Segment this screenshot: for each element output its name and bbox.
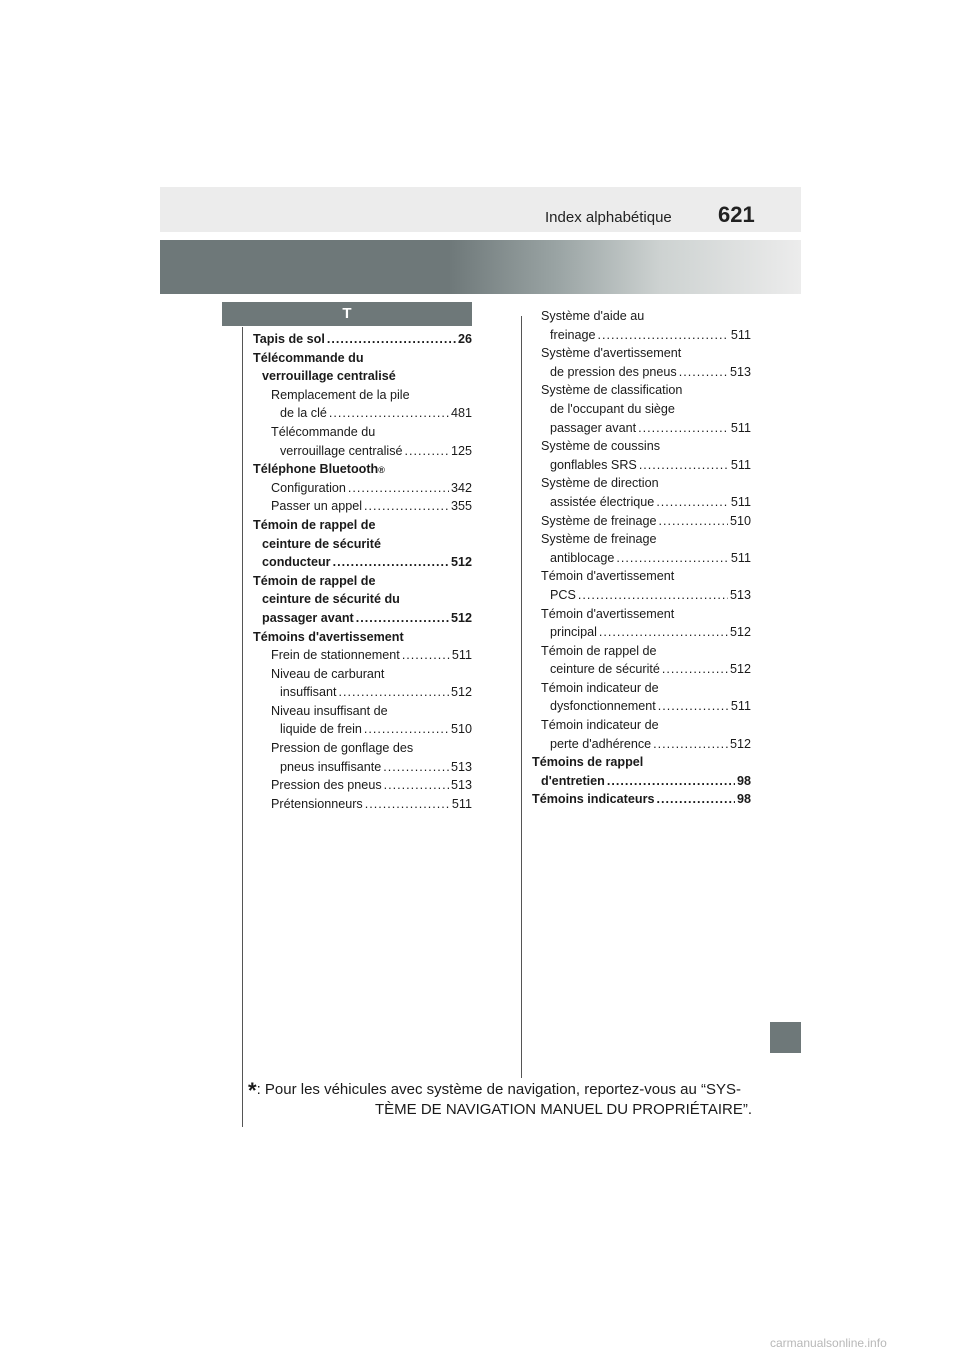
index-entry [532, 735, 751, 754]
index-entry [532, 790, 751, 809]
index-entry-page: 512 [729, 662, 751, 677]
index-entry-text: Frein de stationnement [271, 648, 400, 663]
index-entry-text: Niveau insuffisant de [271, 703, 388, 718]
index-entry-text: de l'occupant du siège [550, 401, 675, 416]
dot-leader [662, 660, 728, 679]
dot-leader [329, 404, 449, 423]
dot-leader [365, 795, 450, 814]
index-entry-text: perte d'adhérence [550, 736, 652, 751]
dot-leader [402, 646, 450, 665]
index-entry-page: 98 [736, 792, 751, 807]
index-entry-page: 511 [730, 699, 751, 714]
index-entry [532, 307, 751, 326]
index-entry [532, 326, 751, 345]
index-entry-page: 511 [730, 494, 751, 509]
index-entry-text: passager avant [550, 420, 637, 435]
index-entry [532, 623, 751, 642]
index-entry [253, 739, 472, 758]
index-entry [532, 549, 751, 568]
column-divider [521, 316, 522, 1078]
index-entry-text: dysfonctionnement [550, 699, 656, 714]
index-entry [532, 400, 751, 419]
index-entry [253, 404, 472, 423]
index-entry-page: 512 [450, 555, 472, 570]
index-entry-text: Système de direction [541, 476, 659, 491]
dot-leader [616, 549, 729, 568]
index-entry [253, 349, 472, 368]
index-entry [253, 720, 472, 739]
index-entry [253, 442, 472, 461]
dot-leader [327, 330, 456, 349]
index-entry-text: conducteur [262, 555, 331, 570]
index-entry-page: 513 [729, 364, 751, 379]
dot-leader [383, 758, 449, 777]
index-entry-text: de pression des pneus [550, 364, 677, 379]
index-entry-page: 512 [729, 625, 751, 640]
dot-leader [333, 553, 449, 572]
index-entry-text: Système de classification [541, 383, 683, 398]
dot-leader [348, 479, 449, 498]
index-entry-page: 481 [450, 406, 472, 421]
dot-leader [679, 363, 728, 382]
index-entry-text: Témoin d'avertissement [541, 569, 675, 584]
index-entry-page: 98 [736, 773, 751, 788]
index-entry-text: ceinture de sécurité [550, 662, 660, 677]
index-entry [253, 590, 472, 609]
index-entry [253, 665, 472, 684]
index-entry-page: 512 [450, 685, 472, 700]
index-entry [532, 419, 751, 438]
index-entry-page: 511 [730, 457, 751, 472]
index-entry [532, 437, 751, 456]
thumb-tab [770, 1022, 801, 1053]
index-entry-page: 513 [450, 759, 472, 774]
index-entry-text: Témoin de rappel de [253, 573, 376, 588]
footnote-line-2: TÈME DE NAVIGATION MANUEL DU PROPRIÉTAIRE”. [375, 1101, 752, 1118]
index-entry-text: de la clé [280, 406, 327, 421]
index-entry-text: insuffisant [280, 685, 337, 700]
index-entry [253, 628, 472, 647]
index-entry [253, 572, 472, 591]
index-entry [532, 753, 751, 772]
index-column-left [253, 330, 472, 813]
dot-leader [653, 735, 728, 754]
index-entry-text: Témoin de rappel de [253, 517, 376, 532]
index-entry [532, 456, 751, 475]
index-entry [532, 567, 751, 586]
index-entry [532, 660, 751, 679]
dot-leader [639, 456, 729, 475]
dot-leader [356, 609, 449, 628]
index-entry-text: Témoin de rappel de [541, 643, 657, 658]
index-entry [532, 642, 751, 661]
index-entry-page: 355 [450, 499, 472, 514]
index-entry: Téléphone Bluetooth ® [253, 460, 472, 479]
index-entry-page: 26 [457, 332, 472, 346]
index-entry-text: pneus insuffisante [280, 759, 382, 774]
index-entry-text: Pression des pneus [271, 778, 382, 793]
dot-leader [364, 497, 449, 516]
index-entry [253, 535, 472, 554]
dot-leader [607, 772, 735, 791]
index-entry [253, 683, 472, 702]
index-entry [532, 512, 751, 531]
index-entry [253, 646, 472, 665]
index-letter-header: T [222, 302, 472, 326]
index-entry-page: 511 [730, 550, 751, 565]
index-entry [253, 609, 472, 628]
index-entry-text: Remplacement de la pile [271, 387, 410, 402]
index-entry [532, 772, 751, 791]
index-entry [532, 344, 751, 363]
index-entry-text: Tapis de sol [253, 332, 325, 346]
dot-leader [658, 697, 729, 716]
index-entry-text: Passer un appel [271, 499, 363, 514]
index-entry [253, 367, 472, 386]
footnote-star: * [248, 1078, 257, 1103]
index-entry-text: gonflables SRS [550, 457, 637, 472]
dot-leader [338, 683, 449, 702]
index-entry-text: Témoin indicateur de [541, 680, 659, 695]
index-entry-text: Système de freinage [541, 532, 657, 547]
index-entry-text: antiblocage [550, 550, 615, 565]
index-entry-text: d'entretien [541, 773, 605, 788]
dot-leader [656, 493, 729, 512]
dot-leader [405, 442, 449, 461]
section-title: Index alphabétique [545, 209, 672, 226]
index-entry-text: Télécommande du [253, 350, 364, 365]
index-entry [532, 679, 751, 698]
dot-leader [656, 790, 735, 809]
dot-leader [578, 586, 728, 605]
index-entry-text: Système d'avertissement [541, 346, 682, 361]
index-entry-text: ceinture de sécurité du [262, 592, 400, 607]
index-entry [532, 605, 751, 624]
index-entry-page: 513 [729, 587, 751, 602]
header-bar [160, 187, 801, 232]
index-entry-text: Niveau de carburant [271, 666, 385, 681]
index-entry [253, 702, 472, 721]
index-entry-page: 511 [451, 648, 472, 663]
index-entry-text: Système de freinage [541, 513, 657, 528]
index-entry-text: Témoin d'avertissement [541, 606, 675, 621]
index-entry [532, 493, 751, 512]
index-entry [532, 474, 751, 493]
index-entry-text: principal [550, 625, 597, 640]
index-entry-text: Système de coussins [541, 439, 660, 454]
dot-leader [384, 776, 449, 795]
index-entry [532, 716, 751, 735]
index-entry-text: Télécommande du [271, 424, 376, 439]
index-entry [253, 795, 472, 814]
index-entry [253, 330, 472, 349]
index-entry [253, 423, 472, 442]
page-number: 621 [718, 202, 755, 227]
index-entry-page: 125 [450, 443, 472, 458]
index-entry-page: 342 [450, 480, 472, 495]
index-column-right [532, 307, 751, 809]
index-entry-text: verrouillage centralisé [262, 369, 396, 384]
index-entry-text: Témoins d'avertissement [253, 629, 404, 644]
index-entry-text: freinage [550, 327, 596, 342]
index-entry [532, 381, 751, 400]
footnote [248, 1080, 752, 1119]
dot-leader [659, 512, 728, 531]
watermark: carmanualsonline.info [770, 1336, 887, 1350]
index-entry [253, 776, 472, 795]
index-entry [532, 697, 751, 716]
dot-leader [638, 419, 729, 438]
index-entry [253, 758, 472, 777]
index-entry-text: Pression de gonflage des [271, 741, 414, 756]
index-entry-page: 511 [730, 420, 751, 435]
footnote-line-1: : Pour les véhicules avec système de navigation, reportez-vous au “SYS- [256, 1081, 741, 1098]
index-entry-text: passager avant [262, 610, 354, 625]
index-entry-text: ceinture de sécurité [262, 536, 381, 551]
index-entry [532, 530, 751, 549]
dot-leader [598, 326, 729, 345]
index-entry-page: 513 [450, 778, 472, 793]
index-entry-page: 512 [450, 610, 472, 625]
index-entry-page: 512 [729, 736, 751, 751]
index-entry-page: 510 [729, 513, 751, 528]
index-entry-text: verrouillage centralisé [280, 443, 403, 458]
index-entry-page: 511 [730, 327, 751, 342]
index-entry-text: liquide de frein [280, 722, 362, 737]
index-entry-text: Témoins indicateurs [532, 792, 655, 807]
decorative-band [160, 240, 801, 294]
index-entry-page: 511 [451, 796, 472, 811]
index-entry-text: Configuration [271, 480, 346, 495]
index-entry [532, 363, 751, 382]
index-entry [253, 386, 472, 405]
index-entry-text: Témoins de rappel [532, 755, 644, 770]
index-entry-text: Témoin indicateur de [541, 718, 659, 733]
index-entry [253, 479, 472, 498]
index-entry [253, 497, 472, 516]
dot-leader [364, 720, 449, 739]
index-entry-text: Prétensionneurs [271, 796, 363, 811]
index-entry-page: 510 [450, 722, 472, 737]
index-entry [532, 586, 751, 605]
index-entry-text: Téléphone Bluetooth [253, 462, 379, 477]
dot-leader [599, 623, 728, 642]
index-entry-text: PCS [550, 587, 576, 602]
index-entry-text: assistée électrique [550, 494, 655, 509]
left-margin-rule [242, 327, 243, 1127]
index-entry-text: Système d'aide au [541, 309, 645, 323]
index-entry [253, 516, 472, 535]
index-entry [253, 553, 472, 572]
